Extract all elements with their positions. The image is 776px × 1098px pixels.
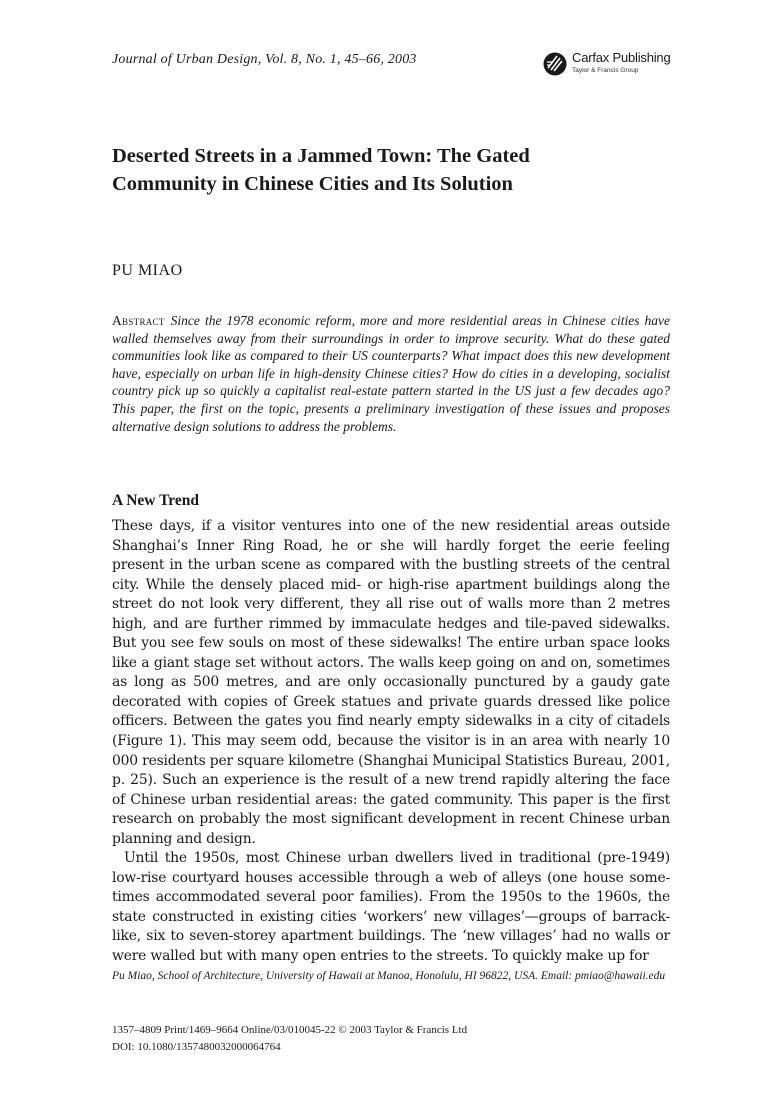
publisher-name: Carfax Publishing — [572, 50, 671, 65]
abstract-text: Since the 1978 economic reform, more and more residential areas in Chinese cities have walled themselves away from their surroundings in order to improve security. What do these gated communities look like as compared to their US counterparts? What impact does this new development have, especially on urban life in high-density Chinese cities? How do cities in a developing, socialist country pick up so quickly a capitalist real-estate pattern started in the US just a few decades ago? This paper, the first on the topic, presents a preliminary investigation of these issues and proposes alternative design solutions to address the problems. — [112, 313, 670, 434]
abstract — [112, 312, 670, 435]
author-affiliation-footnote: Pu Miao, School of Architecture, University of Hawaii at Manoa, Honolulu, HI 96822, USA. Email: pmiao@hawaii.edu — [112, 970, 666, 982]
author-name: PU MIAO — [112, 262, 183, 279]
doi-line: DOI: 10.1080/1357480032000064764 — [112, 1041, 281, 1053]
publisher-group: Taylor & Francis Group — [572, 67, 639, 74]
body-paragraph-2: Until the 1950s, most Chinese urban dwellers lived in traditional (pre-1949) low-rise courtyard houses accessible through a web of alleys (one house some-times accommodated several poor families). From the 1950s to the 1960s, the state constructed in existing cities ‘workers’ new villages’—groups of barrack-like, six to seven-storey apartment buildings. The ‘new villages’ had no walls or were walled but with many open entries to the streets. To quickly make up for — [112, 850, 670, 965]
abstract-label: Abstract — [112, 313, 165, 328]
body-text — [112, 517, 670, 967]
body-paragraph-1: These days, if a visitor ventures into one of the new residential areas outside Shanghai’s Inner Ring Road, he or she will hardly forget the eerie feeling present in the urban scene as compared with the bustling streets of the central city. While the densely placed mid- or high-rise apartment buildings along the street do not look very different, they all rise out of walls more than 2 metres high, and are further rimmed by immaculate hedges and tile-paved sidewalks. But you see few souls on most of these sidewalks! The entire urban space looks like a giant stage set without actors. The walls keep going on and on, sometimes as long as 500 metres, and are only occasionally punctured by a gaudy gate decorated with copies of Greek statues and private guards dressed like police officers. Between the gates you find nearly empty sidewalks in a city of citadels (Figure 1). This may seem odd, because the visitor is in an area with nearly 10 000 residents per square kilometre (Shanghai Municipal Statistics Bureau, 2001, p. 25). Such an experience is the result of a new trend rapidly altering the face of Chinese urban residential areas: the gated community. This paper is the first research on probably the most significant development in recent Chinese urban planning and design. — [112, 518, 670, 847]
title-line-2: Community in Chinese Cities and Its Solution — [112, 173, 513, 195]
publication-info — [112, 1022, 467, 1056]
title-line-1: Deserted Streets in a Jammed Town: The Gated — [112, 145, 530, 167]
carfax-logo-icon — [543, 52, 567, 76]
publisher-logo — [543, 50, 673, 80]
section-heading: A New Trend — [112, 492, 199, 509]
issn-line: 1357–4809 Print/1469–9664 Online/03/010045-22 © 2003 Taylor & Francis Ltd — [112, 1024, 468, 1036]
journal-citation: Journal of Urban Design, Vol. 8, No. 1, 45–66, 2003 — [112, 52, 417, 67]
article-title — [112, 142, 672, 198]
